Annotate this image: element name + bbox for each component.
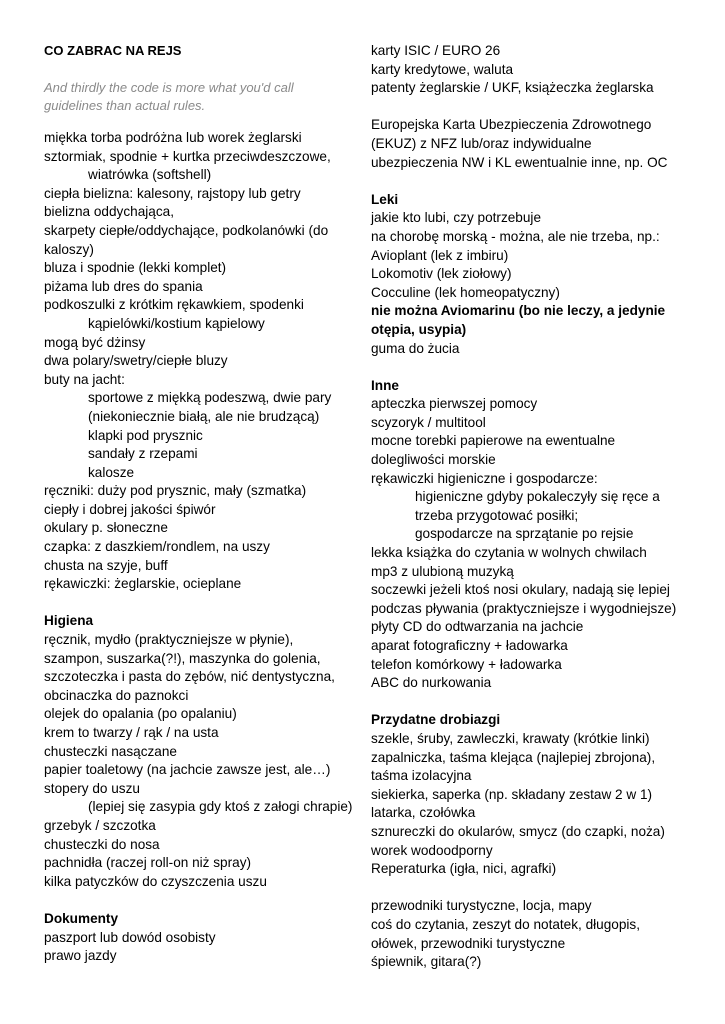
list-item: nie można Aviomarinu (bo nie leczy, a jedynie — [371, 303, 666, 319]
list-item: soczewki jeżeli ktoś nosi okulary, nadają się lepiej — [371, 582, 670, 598]
list-item: czapka: z daszkiem/rondlem, na uszy — [44, 539, 270, 555]
right-column — [371, 42, 711, 972]
list-item: scyzoryk / multitool — [371, 414, 486, 430]
list-item: sandały z rzepami — [88, 446, 198, 462]
list-item: worek wodoodporny — [371, 842, 493, 858]
list-item: otępia, usypia) — [371, 321, 467, 337]
list-item: lekka książka do czytania w wolnych chwilach — [371, 545, 647, 561]
list-item: dwa polary/swetry/ciepłe bluzy — [44, 353, 228, 369]
list-item: okulary p. słoneczne — [44, 520, 168, 536]
document-title: CO ZABRAC NA REJS — [44, 43, 182, 58]
list-item: Cocculine (lek homeopatyczny) — [371, 284, 560, 300]
list-item: (EKUZ) z NFZ lub/oraz indywidualne — [371, 135, 592, 151]
list-item: miękka torba podróżna lub worek żeglarski — [44, 130, 302, 145]
list-item: telefon komórkowy + ładowarka — [371, 656, 562, 672]
list-item: karty ISIC / EURO 26 — [371, 43, 501, 58]
list-item: Reperaturka (igła, nici, agrafki) — [371, 861, 557, 877]
section-heading: Leki — [371, 191, 399, 207]
left-column — [44, 42, 354, 966]
list-item: rękawiczki: żeglarskie, ocieplane — [44, 576, 242, 592]
list-item: paszport lub dowód osobisty — [44, 929, 216, 945]
list-item: mp3 z ulubioną muzyką — [371, 563, 514, 579]
spacer — [44, 891, 354, 910]
list-item: gospodarcze na sprzątanie po rejsie — [415, 526, 634, 542]
list-item: ciepły i dobrej jakości śpiwór — [44, 501, 216, 517]
list-item: olejek do opalania (po opalaniu) — [44, 706, 237, 722]
spacer — [371, 172, 711, 191]
list-item: klapki pod prysznic — [88, 427, 203, 443]
list-item: Europejska Karta Ubezpieczenia Zdrowotnego — [371, 117, 652, 133]
list-item: bluza i spodnie (lekki komplet) — [44, 260, 227, 276]
list-item: podkoszulki z krótkim rękawkiem, spodenki — [44, 297, 304, 313]
left-list — [44, 129, 354, 966]
list-item: podczas pływania (praktyczniejsze i wygodniejsze) — [371, 600, 677, 616]
list-item: kaloszy) — [44, 241, 94, 257]
list-item: kąpielówki/kostium kąpielowy — [88, 315, 265, 331]
list-item: szekle, śruby, zawleczki, krawaty (krótkie linki) — [371, 730, 650, 746]
list-item: płyty CD do odtwarzania na jachcie — [371, 619, 584, 635]
list-item: dolegliwości morskie — [371, 452, 496, 468]
epigraph-quote: And thirdly the code is more what you'd call guidelines than actual rules. — [44, 79, 294, 113]
section-heading: Higiena — [44, 613, 94, 629]
list-item: pachnidła (raczej roll-on niż spray) — [44, 855, 252, 871]
list-item: ciepła bielizna: kalesony, rajstopy lub getry — [44, 185, 301, 201]
list-item: kalosze — [88, 464, 135, 480]
list-item: grzebyk / szczotka — [44, 817, 156, 833]
spacer — [371, 879, 711, 898]
list-item: kilka patyczków do czyszczenia uszu — [44, 873, 267, 889]
list-item: sznureczki do okularów, smycz (do czapki, noża) — [371, 823, 665, 839]
spacer — [371, 693, 711, 712]
list-item: śpiewnik, gitara(?) — [371, 954, 482, 970]
list-item: szczoteczka i pasta do zębów, nić dentystyczna, — [44, 669, 335, 685]
list-item: przewodniki turystyczne, locja, mapy — [371, 898, 592, 914]
list-item: taśma izolacyjna — [371, 768, 472, 784]
list-item: prawo jazdy — [44, 948, 117, 964]
section-heading: Inne — [371, 377, 399, 393]
list-item: zapalniczka, taśma klejąca (najlepiej zbrojona), — [371, 749, 656, 765]
list-item: (lepiej się zasypia gdy ktoś z załogi chrapie) — [88, 799, 353, 815]
list-item: papier toaletowy (na jachcie zawsze jest, ale…) — [44, 762, 331, 778]
list-item: latarka, czołówka — [371, 805, 476, 821]
list-item: guma do żucia — [371, 340, 460, 356]
list-item: Avioplant (lek z imbiru) — [371, 247, 509, 263]
section-heading: Przydatne drobiazgi — [371, 712, 501, 728]
list-item: trzeba przygotować posiłki; — [415, 507, 579, 523]
list-item: chusteczki nasączane — [44, 743, 177, 759]
list-item: na chorobę morską - można, ale nie trzeba, np.: — [371, 228, 660, 244]
list-item: buty na jacht: — [44, 371, 125, 387]
list-item: karty kredytowe, waluta — [371, 61, 514, 77]
list-item: chusteczki do nosa — [44, 836, 160, 852]
list-item: (niekoniecznie białą, ale nie brudzącą) — [88, 408, 320, 424]
list-item: sportowe z miękką podeszwą, dwie pary — [88, 390, 332, 406]
list-item: jakie kto lubi, czy potrzebuje — [371, 210, 542, 226]
spacer — [44, 594, 354, 613]
section-heading: Dokumenty — [44, 910, 119, 926]
list-item: stopery do uszu — [44, 780, 140, 796]
list-item: mogą być dżinsy — [44, 334, 146, 350]
list-item: chusta na szyje, buff — [44, 557, 168, 573]
list-item: krem to twarzy / rąk / na usta — [44, 725, 219, 740]
spacer — [371, 98, 711, 117]
list-item: mocne torebki papierowe na ewentualne — [371, 433, 616, 449]
list-item: aparat fotograficzny + ładowarka — [371, 638, 568, 653]
list-item: coś do czytania, zeszyt do notatek, długopis, — [371, 916, 641, 932]
list-item: skarpety ciepłe/oddychające, podkolanówki (do — [44, 222, 329, 238]
list-item: Lokomotiv (lek ziołowy) — [371, 266, 512, 282]
right-list — [371, 42, 711, 972]
list-item: wiatrówka (softshell) — [88, 167, 212, 183]
list-item: apteczka pierwszej pomocy — [371, 396, 538, 412]
list-item: szampon, suszarka(?!), maszynka do golenia, — [44, 650, 321, 666]
list-item: patenty żeglarskie / UKF, książeczka żeglarska — [371, 80, 654, 96]
list-item: piżama lub dres do spania — [44, 278, 203, 294]
list-item: ołówek, przewodniki turystyczne — [371, 935, 566, 951]
spacer — [371, 358, 711, 377]
list-item: siekierka, saperka (np. składany zestaw 2 w 1) — [371, 786, 653, 802]
list-item: ręcznik, mydło (praktyczniejsze w płynie), — [44, 632, 294, 648]
list-item: higieniczne gdyby pokaleczyły się ręce a — [415, 489, 660, 505]
list-item: ręczniki: duży pod prysznic, mały (szmatka) — [44, 483, 307, 499]
list-item: obcinaczka do paznokci — [44, 687, 189, 703]
list-item: sztormiak, spodnie + kurtka przeciwdeszczowe, — [44, 148, 331, 164]
list-item: ubezpieczenia NW i KL ewentualnie inne, np. OC — [371, 154, 668, 170]
list-item: ABC do nurkowania — [371, 675, 492, 691]
list-item: rękawiczki higieniczne i gospodarcze: — [371, 470, 598, 486]
list-item: bielizna oddychająca, — [44, 204, 174, 220]
